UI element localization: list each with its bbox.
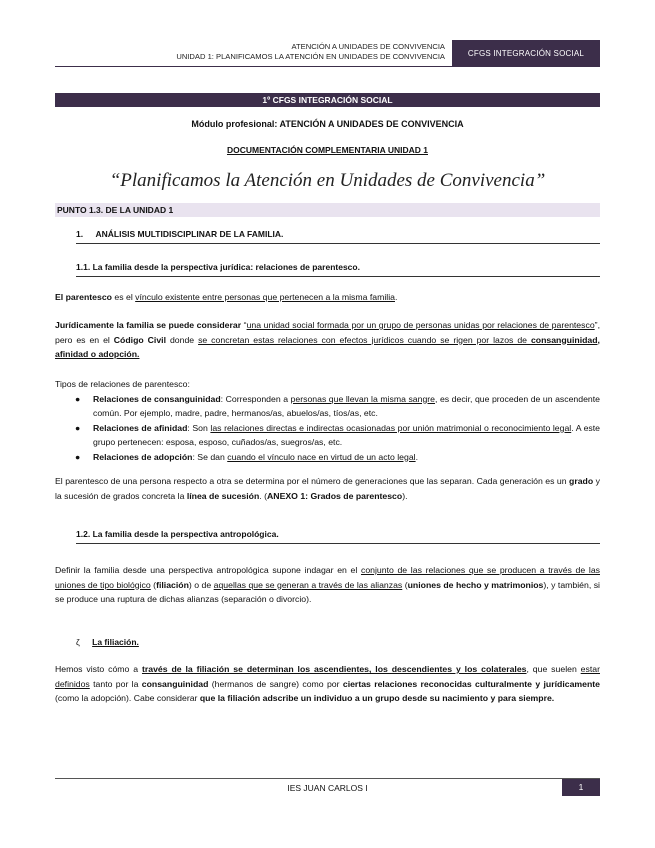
term: grado <box>569 476 594 486</box>
tipos-intro: Tipos de relaciones de parentesco: <box>55 379 190 389</box>
paragraph-juridica <box>55 318 600 362</box>
running-header <box>45 42 445 62</box>
paragraph-parentesco <box>55 290 600 305</box>
text: . A este grupo pertenecen: esposa, esposo, cuñados/as, suegros/as, etc. <box>93 422 600 447</box>
text: (como la adopción). Cabe considerar <box>55 693 200 703</box>
underlined-text: vínculo existente entre personas que pertenecen a la misma familia <box>135 292 395 302</box>
course-band: 1º CFGS INTEGRACIÓN SOCIAL <box>55 93 600 107</box>
section-band: PUNTO 1.3. DE LA UNIDAD 1 <box>55 203 600 217</box>
text: ) o de <box>188 579 214 590</box>
term: Jurídicamente la familia se puede considerar <box>55 320 242 330</box>
header-badge: CFGS INTEGRACIÓN SOCIAL <box>452 40 600 66</box>
text: . ( <box>259 490 268 501</box>
text: El parentesco de una persona respecto a otra se determina por el número de generaciones que las separan. Cada generación es un <box>55 476 570 486</box>
module-title: Módulo profesional: ATENCIÓN A UNIDADES DE CONVIVENCIA <box>191 119 464 129</box>
text: ( <box>402 579 408 590</box>
text: : Corresponden a <box>220 393 291 404</box>
term: Relaciones de afinidad <box>93 422 188 433</box>
header-divider <box>55 66 600 67</box>
text: . <box>394 292 398 302</box>
text: ( <box>150 579 157 590</box>
text: ). <box>402 490 408 501</box>
underlined-text: las relaciones directas e indirectas ocasionadas por unión matrimonial o reconocimiento legal <box>210 422 572 433</box>
underlined-text: personas que llevan la misma sangre <box>290 393 436 404</box>
bullet-icon: ● <box>75 393 81 404</box>
text: . <box>415 451 419 462</box>
term: que la filiación adscribe un individuo a un grupo desde su nacimiento y para siempre. <box>199 693 555 703</box>
term: filiación <box>156 579 189 590</box>
term: línea de sucesión <box>186 490 260 501</box>
main-title: “Planificamos la Atención en Unidades de Convivencia” <box>109 170 546 191</box>
underlined-text: aquellas que se generan a través de las alianzas <box>213 579 403 590</box>
term: uniones de hecho y matrimonios <box>407 579 544 590</box>
term: Relaciones de consanguinidad <box>93 393 221 404</box>
paragraph-antropologica <box>55 563 600 607</box>
term: Relaciones de adopción <box>93 451 193 462</box>
filiacion-heading <box>76 637 139 647</box>
term: ciertas relaciones reconocidas culturalmente y jurídicamente <box>342 678 600 689</box>
underlined-text: se concretan estas relaciones con efectos jurídicos cuando se rigen por lazos de <box>198 334 531 345</box>
text: : Se dan <box>192 451 228 462</box>
section-number: 1. <box>76 229 84 239</box>
paragraph-filiacion <box>55 662 600 706</box>
bullet-icon: ● <box>75 451 81 462</box>
text: (hermanos de sangre) como por <box>208 678 343 689</box>
list-item <box>55 421 600 450</box>
text: ), y también, si se produce una ruptura de dichas alianzas (separación o divorcio). <box>55 579 600 604</box>
documentation-title: DOCUMENTACIÓN COMPLEMENTARIA UNIDAD 1 <box>226 145 428 155</box>
underlined-text: una unidad social formada por un grupo de personas unidas por relaciones de parentesco <box>246 320 595 330</box>
tipos-block <box>55 377 600 464</box>
text: , que suelen <box>526 664 581 674</box>
header-unit: UNIDAD 1: PLANIFICAMOS LA ATENCIÓN EN UNIDADES DE CONVIVENCIA <box>176 52 445 61</box>
text: Definir la familia desde una perspectiva antropológica supone indagar en el <box>55 565 361 575</box>
term: Código Civil <box>113 334 166 345</box>
subsection-heading <box>76 262 360 272</box>
tipos-list <box>55 392 600 465</box>
text: “ <box>241 320 247 330</box>
subsection-number: 1.2. <box>76 529 91 539</box>
underlined-term: consanguinidad, afinidad o adopción. <box>55 334 600 359</box>
filiacion-title: La filiación. <box>92 637 139 647</box>
subsection-title: La familia desde la perspectiva jurídica: relaciones de parentesco. <box>92 262 360 272</box>
subsection-heading <box>76 529 279 539</box>
underlined-text: cuando el vínculo nace en virtud de un acto legal <box>227 451 416 462</box>
text: , es decir, que proceden de un ascendente común. Por ejemplo, madre, padre, hermanos/as, abuelos/as, tíos/as, etc. <box>93 393 601 418</box>
list-item <box>55 392 600 421</box>
subsection-divider <box>76 276 600 277</box>
text: Hemos visto cómo a <box>55 664 142 674</box>
underlined-term: través de la filiación se determinan los ascendientes, los descendientes y los colaterales <box>141 664 527 674</box>
text: : Son <box>187 422 211 433</box>
underlined-text: conjunto de las relaciones que se producen a través de las uniones de tipo biológico <box>55 565 600 590</box>
zeta-bullet-icon: ζ <box>76 637 80 647</box>
page-number: 1 <box>562 779 600 796</box>
text: tanto por la <box>89 678 142 689</box>
list-item <box>55 450 600 465</box>
section-divider <box>76 243 600 244</box>
underlined-text: estar definidos <box>55 664 600 689</box>
section-title: ANÁLISIS MULTIDISCIPLINAR DE LA FAMILIA. <box>95 229 284 239</box>
bullet-icon: ● <box>75 422 81 433</box>
section-heading <box>76 229 283 239</box>
text: y la sucesión de grados concreta la <box>55 476 600 501</box>
footer-school: IES JUAN CARLOS I <box>287 783 368 793</box>
term: consanguinidad <box>141 678 209 689</box>
term: ANEXO 1: Grados de parentesco <box>267 490 403 501</box>
footer-divider <box>55 778 600 779</box>
text: ”, pero es en el <box>55 320 600 345</box>
subsection-title: La familia desde la perspectiva antropológica. <box>92 529 279 539</box>
text: es el <box>111 292 136 302</box>
header-module: ATENCIÓN A UNIDADES DE CONVIVENCIA <box>291 42 445 51</box>
subsection-number: 1.1. <box>76 262 91 272</box>
paragraph-grados <box>55 474 600 503</box>
text: donde <box>166 334 199 345</box>
term: El parentesco <box>55 292 112 302</box>
subsection-divider <box>76 543 600 544</box>
